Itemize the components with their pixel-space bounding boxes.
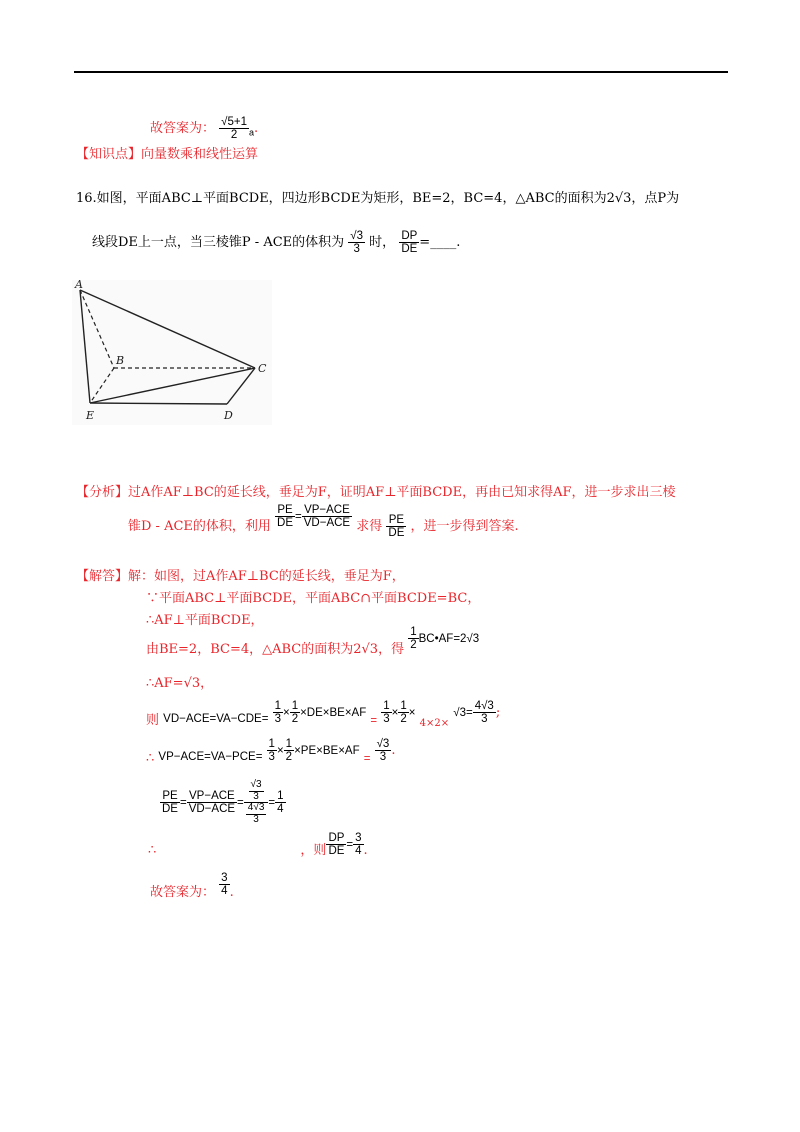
frac-one-half: $\frac{1}{2}$ [291,700,299,726]
solution-line-8: ∴ ，则 $\frac{DP}{DE}$ = $\frac{3}{4}$ . [148,832,368,859]
volume-fraction: $\frac{√3}{3}$ [350,230,364,256]
final-answer-fraction: $\frac{3}{4}$ [221,872,228,898]
frac-one-third: $\frac{1}{3}$ [274,700,281,726]
question-line-1: 16.如图，平面ABC⊥平面BCDE，四边形BCDE为矩形，BE=2，BC=4，△ABC的面积为2√3，点P为 [76,191,680,206]
edge-ED [90,403,227,404]
ratio-fraction: $\frac{DP}{DE}$ [401,230,418,256]
pyramid-figure [72,280,272,425]
analysis-frac-pe-de: $\frac{PE}{DE}$ [277,504,294,530]
frac-root3-over-3: $\frac{√3}{3}$ [376,738,390,764]
frac-one-third-b: $\frac{1}{3}$ [383,700,390,726]
label-D: D [224,409,233,422]
frac-compound: $\frac{\frac{√3}{3}}{\frac{4√3}{3}}$ [244,780,269,825]
solution-line-2: ∵平面ABC⊥平面BCDE，平面ABC∩平面BCDE=BC， [146,591,481,606]
frac-one-half-b: $\frac{1}{2}$ [400,700,407,726]
prev-answer-fraction: $\frac{√5+1}{2}$ [221,116,247,142]
frac-4root3-over-3: $\frac{4√3}{3}$ [474,700,494,726]
analysis-line-1: 【分析】过A作AF⊥BC的延长线，垂足为F，证明AF⊥平面BCDE，再由已知求得AF，进一步求出三棱 [76,485,676,500]
frac-volume-ratio: $\frac{\text{VP−ACE}}{\text{VD−ACE}}$ [188,789,236,815]
frac-pe-de: $\frac{PE}{DE}$ [162,789,178,815]
prev-answer: 故答案为： $\frac{√5+1}{2}$ $_a$. [150,116,259,142]
frac-one-quarter: $\frac{1}{4}$ [277,789,284,815]
solution-line-6: 则 VD−ACE=VA−CDE= $\frac{1}{3}$ × $\frac{1}{2}$ ×DE×BE×AF = $\frac{1}{3}$ × $\frac{1}{2}$ × $_{4\times 2\times}$ √3= $\frac{4√3}{3}$ ; [146,700,501,730]
final-answer: 故答案为： $\frac{3}{4}$ . [150,872,234,901]
question-line-2: 线段DE上一点，当三棱锥P - ACE的体积为 $\frac{√3}{3}$ 时， $\frac{DP}{DE}$ =____. [92,230,461,256]
analysis-frac-volume: $\frac{\text{VP−ACE}}{\text{VD−ACE}}$ [303,504,351,530]
label-C: C [258,362,267,375]
solution-line-8-fraction: $\frac{PE}{DE}$ = $\frac{\text{VP−ACE}}{\text{VD−ACE}}$ = $\frac{\frac{√3}{3}}{\frac{4√3}{3}}$ = $\frac{1}{4}$ [162,779,284,825]
solution-line-5: ∴AF=√3， [146,676,214,691]
solution-line-7: ∴ VP−ACE=VA−PCE= $\frac{1}{3}$ × $\frac{1}{2}$ ×PE×BE×AF = $\frac{√3}{3}$ . [146,738,396,767]
frac-three-quarters: $\frac{3}{4}$ [355,832,362,858]
label-E: E [86,409,95,422]
label-A: A [75,280,83,291]
frac-dp-de: $\frac{DP}{DE}$ [328,832,345,858]
analysis-frac-result: $\frac{PE}{DE}$ [388,514,405,540]
header-rule [74,71,728,73]
half-fraction: $\frac{1}{2}$ [410,626,417,652]
frac-one-half-c: $\frac{1}{2}$ [285,738,293,764]
solution-line-4: 由BE=2，BC=4，△ABC的面积为2√3，得 $\frac{1}{2}$ BC•AF=2√3 [146,626,480,658]
frac-one-third-c: $\frac{1}{3}$ [268,738,275,764]
solution-line-1: 【解答】解：如图，过A作AF⊥BC的延长线，垂足为F， [76,569,405,584]
solution-line-3: ∴AF⊥平面BCDE， [146,613,264,628]
vector-a: a [248,127,254,138]
analysis-line-2: 锥D - ACE的体积，利用 $\frac{PE}{DE}$ = $\frac{\text{VP−ACE}}{\text{VD−ACE}}$ 求得 $\frac{PE}{DE}$ ，进一步得到答案. [128,504,519,540]
knowledge-point: 【知识点】向量数乘和线性运算 [76,147,259,162]
label-B: B [116,354,125,367]
